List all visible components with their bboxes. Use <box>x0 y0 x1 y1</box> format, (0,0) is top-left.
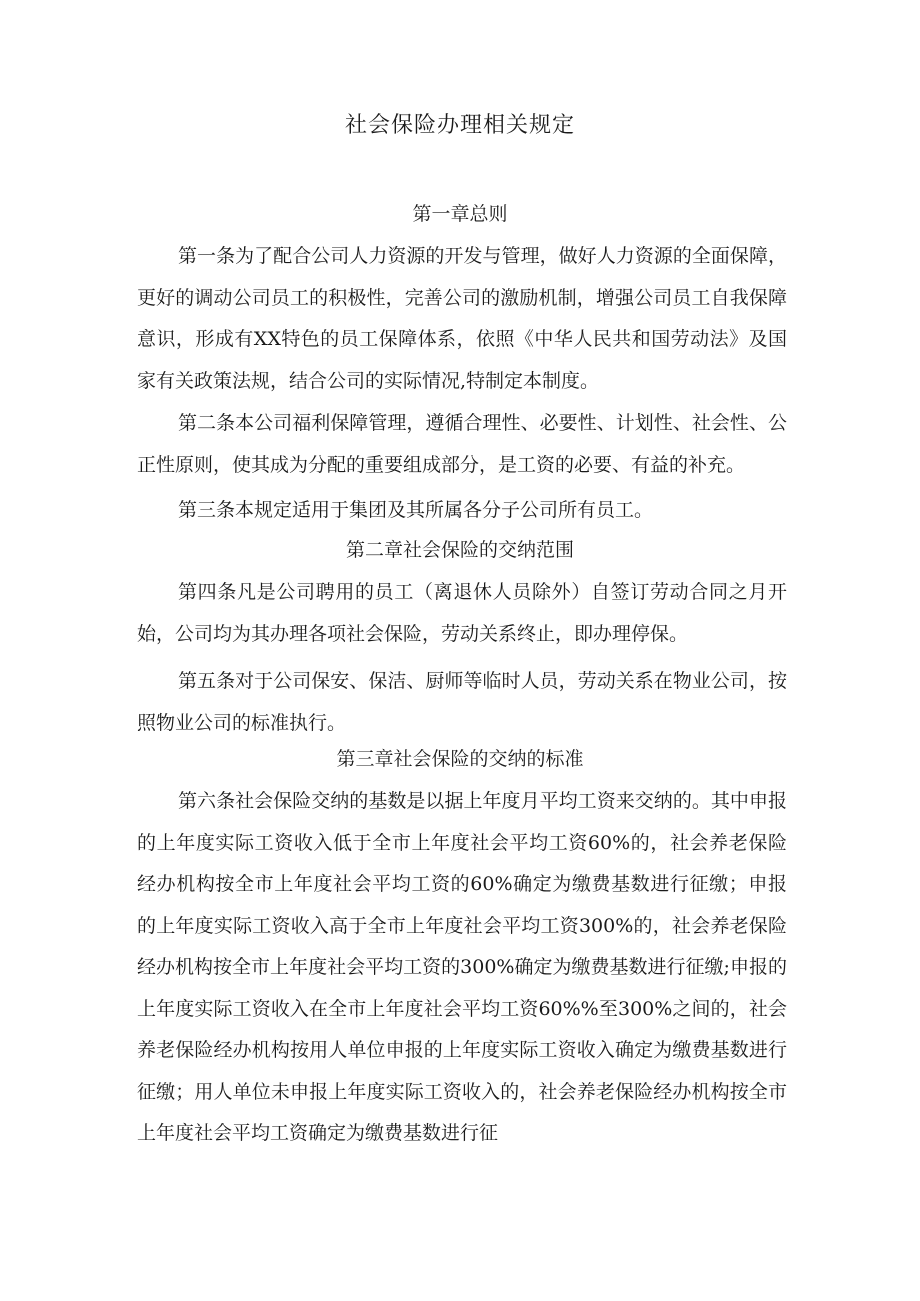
article-4: 第四条凡是公司聘用的员工（离退休人员除外）自签订劳动合同之月开始，公司均为其办理各项社会保险，劳动关系终止，即办理停保。 <box>137 581 787 645</box>
article-6: 第六条社会保险交纳的基数是以据上年度月平均工资来交纳的。其中申报的上年度实际工资收入低于全市上年度社会平均工资60%的，社会养老保险经办机构按全市上年度社会平均工资的60%确定为缴费基数进行征缴；申报的上年度实际工资收入高于全市上年度社会平均工资300%的，社会养老保险经办机构按全市上年度社会平均工资的300%确定为缴费基数进行征缴;申报的上年度实际工资收入在全市上年度社会平均工资60%%至300%之间的，社会养老保险经办机构按用人单位申报的上年度实际工资收入确定为缴费基数进行征缴；用人单位未申报上年度实际工资收入的，社会养老保险经办机构按全市上年度社会平均工资确定为缴费基数进行征 <box>137 790 787 1144</box>
chapter-1-heading: 第一章总则 <box>412 203 508 225</box>
chapter-3-heading: 第三章社会保险的交纳的标准 <box>336 748 584 770</box>
document-title: 社会保险办理相关规定 <box>344 113 575 138</box>
article-3: 第三条本规定适用于集团及其所属各分子公司所有员工。 <box>178 499 654 521</box>
article-2: 第二条本公司福利保障管理，遵循合理性、必要性、计划性、社会性、公正性原则，使其成为分配的重要组成部分，是工资的必要、有益的补充。 <box>137 412 787 476</box>
article-5: 第五条对于公司保安、保洁、厨师等临时人员，劳动关系在物业公司，按照物业公司的标准执行。 <box>137 670 787 734</box>
article-1: 第一条为了配合公司人力资源的开发与管理，做好人力资源的全面保障，更好的调动公司员工的积极性，完善公司的激励机制，增强公司员工自我保障意识，形成有XX特色的员工保障体系，依照《中华人民共和国劳动法》及国家有关政策法规，结合公司的实际情况,特制定本制度。 <box>137 245 787 392</box>
chapter-2-heading: 第二章社会保险的交纳范围 <box>345 539 574 561</box>
